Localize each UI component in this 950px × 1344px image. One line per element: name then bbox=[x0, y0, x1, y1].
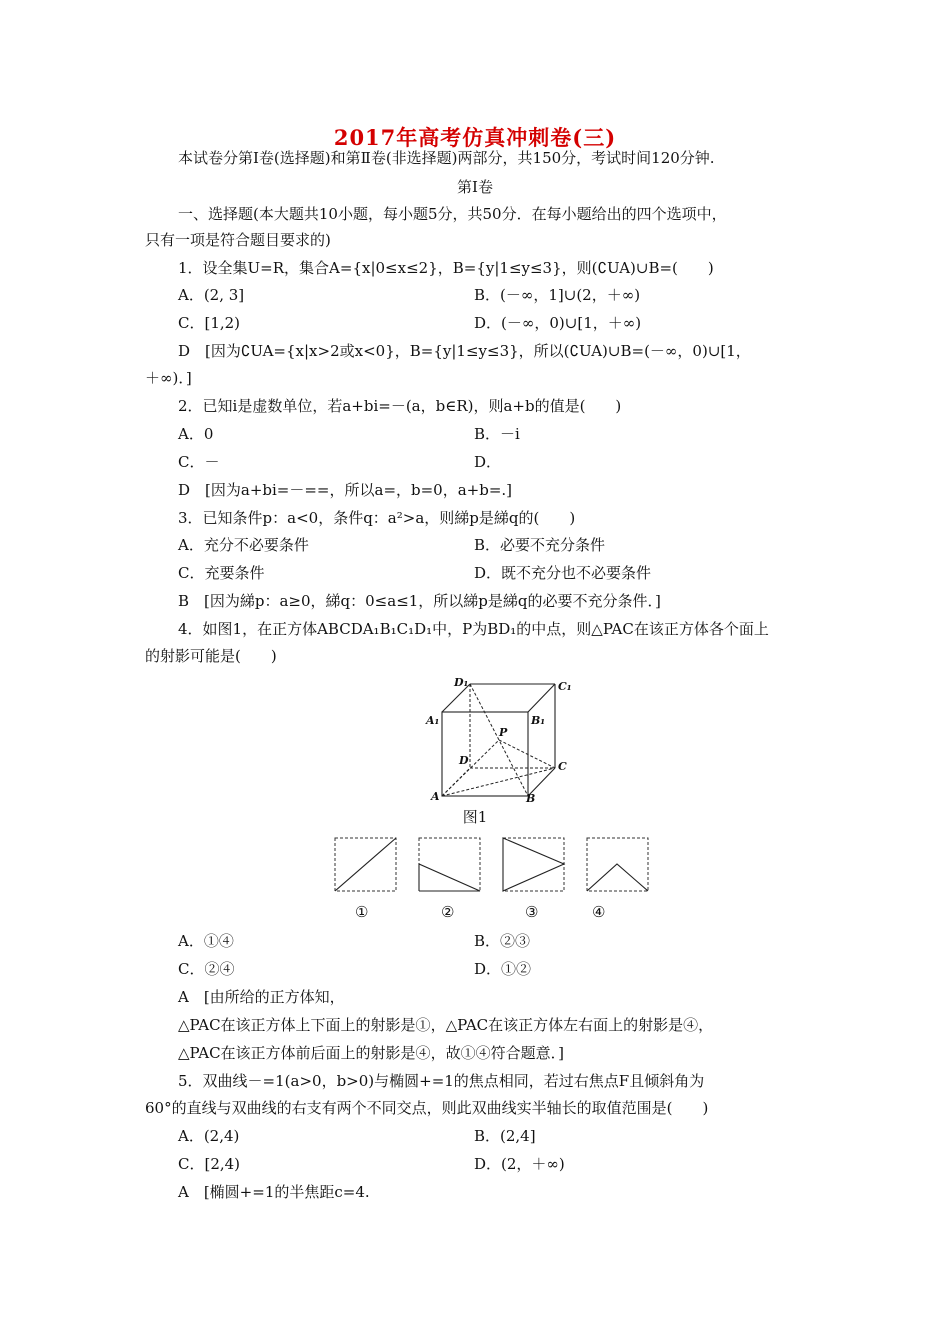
projection-choice-3 bbox=[502, 837, 566, 893]
q5-option-c: C．[2,4) bbox=[178, 1155, 241, 1173]
projection-choice-1 bbox=[334, 837, 398, 893]
cube-label-d1: D₁ bbox=[454, 676, 469, 689]
q1-option-a: A．(2, 3] bbox=[178, 286, 245, 304]
q1-option-c: C．[1,2) bbox=[178, 314, 241, 332]
q1-answer-line2: ＋∞)．] bbox=[145, 369, 192, 387]
exam-title: 2017年高考仿真冲刺卷(三) bbox=[333, 125, 617, 150]
q1-option-b: B．(－∞，1]∪(2，＋∞) bbox=[474, 286, 641, 304]
q1-stem: 1．设全集U=R，集合A={x|0≤x≤2}，B={y|1≤y≤3}，则(∁UA)∪B=( ) bbox=[178, 259, 714, 277]
q4-option-b: B．②③ bbox=[474, 932, 531, 950]
cube-label-p: P bbox=[499, 726, 508, 739]
q2-answer: D [因为a+bi=－==，所以a=，b=0，a+b=.] bbox=[178, 481, 513, 499]
q1-option-d: D．(－∞，0)∪[1，＋∞) bbox=[474, 314, 642, 332]
cube-label-c: C bbox=[558, 760, 567, 773]
q5-stem-line2: 60°的直线与双曲线的右支有两个不同交点，则此双曲线实半轴长的取值范围是( ) bbox=[145, 1099, 709, 1117]
q2-option-b: B．－i bbox=[474, 425, 520, 443]
projection-choice-2 bbox=[418, 837, 482, 893]
q3-stem: 3．已知条件p：a<0，条件q：a²>a，则綈p是綈q的( ) bbox=[178, 509, 576, 527]
projection-choice-4 bbox=[586, 837, 650, 893]
part1-instruction-line2: 只有一项是符合题目要求的) bbox=[145, 231, 331, 249]
section-heading: 第Ⅰ卷 bbox=[457, 178, 493, 196]
part1-instruction-line1: 一、选择题(本大题共10小题，每小题5分，共50分．在每小题给出的四个选项中， bbox=[178, 205, 727, 223]
q5-answer: A [椭圆+=1的半焦距c=4. bbox=[178, 1183, 370, 1201]
q4-answer-line1: A [由所给的正方体知， bbox=[178, 988, 345, 1006]
choice-number-4: ④ bbox=[592, 903, 606, 921]
q4-stem-line1: 4．如图1，在正方体ABCDA₁B₁C₁D₁中，P为BD₁的中点，则△PAC在该正方体各个面上 bbox=[178, 620, 769, 638]
q2-option-d: D． bbox=[474, 453, 502, 471]
q5-option-a: A．(2,4) bbox=[178, 1127, 240, 1145]
cube-label-a1: A₁ bbox=[426, 714, 440, 727]
q2-option-a: A．0 bbox=[178, 425, 214, 443]
cube-label-b: B bbox=[526, 792, 536, 804]
figure-caption: 图1 bbox=[462, 808, 488, 826]
q5-option-b: B．(2,4] bbox=[474, 1127, 536, 1145]
q4-option-d: D．①② bbox=[474, 960, 532, 978]
q2-option-c: C．－ bbox=[178, 453, 220, 471]
q4-stem-line2: 的射影可能是( ) bbox=[145, 647, 277, 665]
q4-option-a: A．①④ bbox=[178, 932, 234, 950]
choice-number-3: ③ bbox=[525, 903, 539, 921]
q3-option-a: A．充分不必要条件 bbox=[178, 536, 309, 554]
cube-figure bbox=[420, 672, 580, 804]
choice-number-1: ① bbox=[355, 903, 369, 921]
q3-option-b: B．必要不充分条件 bbox=[474, 536, 606, 554]
q4-option-c: C．②④ bbox=[178, 960, 235, 978]
cube-label-d: D bbox=[459, 754, 469, 767]
q1-answer-line1: D [因为∁UA={x|x>2或x<0}，B={y|1≤y≤3}，所以(∁UA)∪B=(－∞，0)∪[1， bbox=[178, 342, 751, 360]
q4-answer-line3: △PAC在该正方体前后面上的射影是④，故①④符合题意．] bbox=[178, 1044, 564, 1062]
q5-stem-line1: 5．双曲线－=1(a>0，b>0)与椭圆+=1的焦点相同，若过右焦点F且倾斜角为 bbox=[178, 1072, 705, 1090]
exam-intro: 本试卷分第Ⅰ卷(选择题)和第Ⅱ卷(非选择题)两部分，共150分，考试时间120分钟. bbox=[178, 149, 715, 167]
q5-option-d: D．(2，＋∞) bbox=[474, 1155, 565, 1173]
q3-answer: B [因为綈p：a≥0，綈q：0≤a≤1，所以綈p是綈q的必要不充分条件．] bbox=[178, 592, 661, 610]
q4-answer-line2: △PAC在该正方体上下面上的射影是①，△PAC在该正方体左右面上的射影是④， bbox=[178, 1016, 714, 1034]
cube-label-c1: C₁ bbox=[558, 680, 572, 693]
q3-option-d: D．既不充分也不必要条件 bbox=[474, 564, 652, 582]
cube-label-a: A bbox=[431, 790, 440, 803]
q3-option-c: C．充要条件 bbox=[178, 564, 265, 582]
cube-label-b1: B₁ bbox=[531, 714, 546, 727]
q2-stem: 2．已知i是虚数单位，若a+bi=－(a，b∈R)，则a+b的值是( ) bbox=[178, 397, 622, 415]
choice-number-2: ② bbox=[441, 903, 455, 921]
